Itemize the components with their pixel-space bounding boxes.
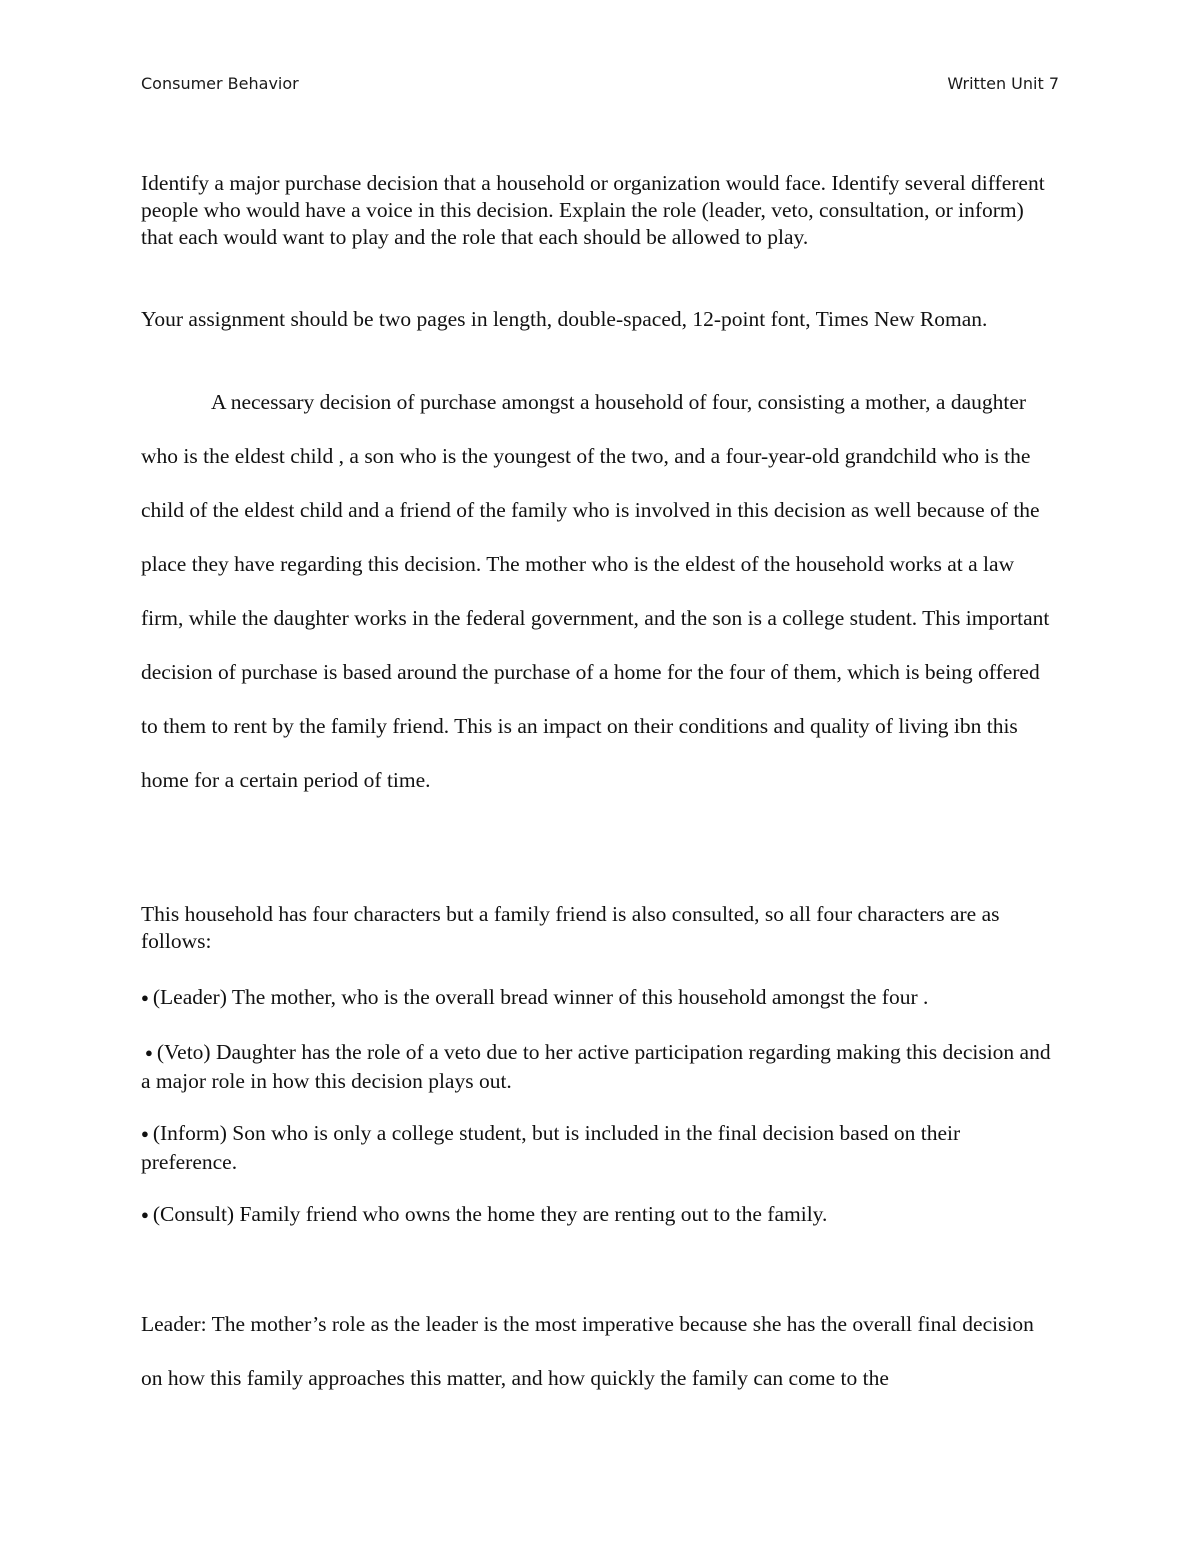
assignment-requirements: Your assignment should be two pages in length, double-spaced, 12-point font, Times New Roman. (141, 307, 988, 331)
header-unit-label: Written Unit 7 (947, 74, 1059, 93)
header-course-title: Consumer Behavior (141, 74, 299, 93)
role-item-consult: ● (Consult) Family friend who owns the home they are renting out to the family. (141, 1201, 1059, 1230)
role-item-leader: ● (Leader) The mother, who is the overall bread winner of this household amongst the four . (141, 984, 1059, 1013)
leader-paragraph: Leader: The mother’s role as the leader is the most imperative because she has the overall final decision on how this family approaches this matter, and how quickly the family can come to the (141, 1312, 1034, 1390)
characters-intro: This household has four characters but a family friend is also consulted, so all four characters are as follows: (141, 902, 1000, 953)
essay-intro-paragraph: A necessary decision of purchase amongst a household of four, consisting a mother, a daughter who is the eldest child , a son who is the youngest of the two, and a four-year-old grandchild who is the child of the eldest child and a friend of the family who is involved in this decision as well because of the place they have regarding this decision. The mother who is the eldest of the household works at a law firm, while the daughter works in the federal government, and the son is a college student. This important decision of purchase is based around the purchase of a home for the four of them, which is being offered to them to rent by the family friend. This is an impact on their conditions and quality of living ibn this home for a certain period of time. (141, 390, 1050, 792)
assignment-question: Identify a major purchase decision that a household or organization would face. Identify several different people who would have a voice in this decision. Explain the role (leader, veto, consultation, or inform) that each would want to play and the role that each should be allowed to play. (141, 171, 1045, 249)
page-header (141, 74, 1059, 93)
role-item-veto: ● (Veto) Daughter has the role of a veto due to her active participation regarding making this decision and a major role in how this decision plays out. (141, 1039, 1059, 1095)
role-item-inform: ● (Inform) Son who is only a college student, but is included in the final decision based on their preference. (141, 1120, 1059, 1176)
